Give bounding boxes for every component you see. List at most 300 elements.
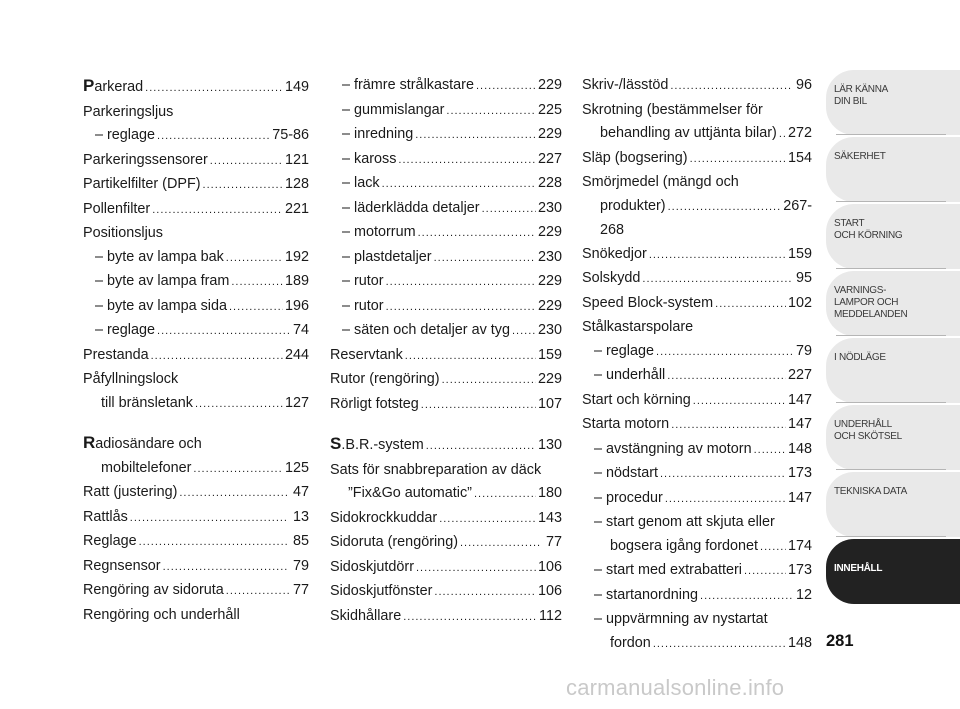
- index-entry: [330, 368, 562, 393]
- entry-text: [342, 148, 396, 172]
- entry-text: [582, 74, 668, 98]
- entry-title-line: [582, 511, 812, 535]
- page-reference[interactable]: 130: [537, 437, 562, 453]
- entry-label: mobiltelefoner: [101, 459, 192, 476]
- page-reference[interactable]: 272: [787, 125, 812, 141]
- page-reference[interactable]: 12: [795, 586, 812, 603]
- entry-continuation-line: [83, 457, 309, 482]
- entry-text: [600, 219, 624, 243]
- page-reference[interactable]: 229: [537, 273, 562, 289]
- index-entry: [83, 149, 309, 174]
- page-reference[interactable]: 225: [537, 101, 562, 118]
- chapter-tab[interactable]: [826, 70, 960, 135]
- index-entry: [330, 74, 562, 99]
- chapter-tab[interactable]: [826, 338, 960, 403]
- entry-title-line: [582, 364, 812, 389]
- entry-text: [594, 511, 775, 535]
- entry-label: Parkeringsljus: [83, 103, 174, 120]
- index-entry: [83, 222, 309, 246]
- entry-title-line: [582, 608, 812, 632]
- entry-label: – reglage: [95, 127, 156, 143]
- leader-dots: [229, 296, 283, 320]
- index-entry: [330, 393, 562, 418]
- page-reference[interactable]: 112: [539, 607, 562, 624]
- index-entry: [330, 319, 562, 344]
- entry-label: Prestanda: [83, 346, 149, 363]
- page-reference[interactable]: 147: [787, 489, 812, 506]
- entry-text: [101, 457, 191, 481]
- entry-text: [594, 340, 654, 364]
- index-entry: [330, 270, 562, 295]
- index-entry: [83, 173, 309, 198]
- index-entry: [330, 531, 562, 556]
- entry-text: [594, 462, 658, 486]
- index-entry: [83, 506, 309, 531]
- entry-title-line: [330, 556, 562, 581]
- index-entry: [330, 221, 562, 246]
- entry-text: [582, 413, 669, 437]
- entry-label: produkter): [600, 197, 666, 214]
- entry-text: [582, 389, 691, 413]
- entry-label: – start med extrabatteri: [594, 562, 742, 578]
- leader-dots: [418, 222, 536, 246]
- page-reference[interactable]: 79: [795, 342, 812, 359]
- watermark: carmanualsonline.info: [566, 675, 785, 700]
- page-reference[interactable]: 13: [292, 508, 309, 525]
- page-reference[interactable]: 148: [787, 440, 812, 457]
- entry-title-line: [83, 101, 309, 125]
- leader-dots: [421, 394, 536, 418]
- page-reference[interactable]: 229: [537, 224, 562, 240]
- entry-text: [582, 147, 688, 171]
- entry-title-line: [582, 147, 812, 172]
- index-entry: [83, 579, 309, 604]
- chapter-tab[interactable]: [826, 204, 960, 269]
- entry-text: [600, 195, 666, 219]
- entry-text: [83, 555, 161, 579]
- entry-text: [83, 368, 178, 392]
- index-entry: [330, 148, 562, 173]
- index-entry: [582, 99, 812, 147]
- page-reference[interactable]: 147: [787, 416, 812, 432]
- entry-title-line: [582, 389, 812, 414]
- entry-label: Reservtank: [330, 346, 403, 363]
- leader-dots: [210, 150, 283, 174]
- entry-label: Sats för snabbreparation av däck: [330, 461, 542, 478]
- entry-continuation-line: [582, 122, 812, 147]
- entry-continuation-line: [582, 632, 812, 657]
- page-reference[interactable]: 267-: [783, 197, 812, 214]
- page-reference[interactable]: 74: [292, 322, 309, 338]
- entry-title-line: [582, 340, 812, 365]
- entry-label: Snökedjor: [582, 245, 647, 262]
- leader-dots: [157, 125, 270, 149]
- entry-label: – uppvärmning av nystartat: [594, 611, 768, 627]
- page-reference[interactable]: 121: [284, 151, 309, 168]
- entry-label: – rutor: [342, 297, 384, 314]
- entry-label: Skidhållare: [330, 607, 402, 624]
- entry-title-line: [330, 270, 562, 295]
- page-reference[interactable]: 125: [284, 459, 309, 476]
- chapter-tab[interactable]: [826, 472, 960, 537]
- page-reference[interactable]: 230: [537, 199, 562, 216]
- entry-text: [101, 392, 193, 416]
- entry-label: Solskydd: [582, 270, 641, 286]
- page-reference[interactable]: 230: [537, 322, 562, 338]
- index-column-2: [330, 74, 562, 629]
- entry-label: Positionsljus: [83, 225, 163, 241]
- index-entry: [582, 487, 812, 512]
- entry-title-line: [330, 393, 562, 418]
- chapter-tab-label: MEDDELANDEN: [834, 309, 908, 320]
- entry-title-line: [582, 584, 812, 609]
- leader-dots: [152, 199, 283, 223]
- leader-dots: [670, 75, 792, 99]
- entry-title-line: [330, 432, 562, 459]
- entry-label: Stålkastarspolare: [582, 319, 694, 335]
- index-entry: [582, 438, 812, 463]
- index-entry: [330, 295, 562, 320]
- page-reference[interactable]: 85: [292, 533, 309, 549]
- entry-label: Rutor (rengöring): [330, 371, 440, 387]
- index-entry: [330, 172, 562, 197]
- entry-text: [342, 270, 384, 294]
- entry-text: [95, 295, 227, 319]
- page-reference[interactable]: 143: [537, 509, 562, 526]
- entry-title-line: [83, 319, 309, 344]
- page-reference[interactable]: 227: [787, 367, 812, 383]
- leader-dots: [690, 148, 786, 172]
- leader-dots: [512, 320, 536, 344]
- entry-label: – reglage: [95, 322, 156, 338]
- entry-text: [83, 101, 173, 125]
- index-entry: [330, 459, 562, 507]
- entry-label: Påfyllningslock: [83, 371, 179, 387]
- entry-label: – lack: [342, 175, 380, 191]
- entry-title-line: [83, 149, 309, 174]
- entry-title-line: [330, 246, 562, 271]
- entry-text: [83, 506, 128, 530]
- page-reference[interactable]: 47: [292, 484, 309, 500]
- entry-label: – kaross: [342, 150, 397, 167]
- page-reference[interactable]: 229: [537, 371, 562, 387]
- entry-label: Sidoskjutfönster: [330, 583, 433, 599]
- entry-label: fordon: [610, 634, 651, 651]
- chapter-tab-label: VARNINGS-: [834, 285, 887, 296]
- index-entry: [83, 604, 309, 628]
- entry-title-line: [582, 267, 812, 292]
- leader-dots: [398, 149, 536, 173]
- page-reference[interactable]: 173: [787, 562, 812, 578]
- leader-dots: [405, 345, 536, 369]
- page-reference[interactable]: 230: [537, 248, 562, 265]
- page-reference[interactable]: 159: [537, 346, 562, 363]
- chapter-tab-label: INNEHÅLL: [834, 563, 883, 574]
- page-reference[interactable]: 77: [545, 534, 562, 550]
- page-reference[interactable]: 128: [284, 176, 309, 192]
- index-column-3: [582, 74, 812, 656]
- page-reference[interactable]: 79: [292, 557, 309, 574]
- page-reference[interactable]: 106: [537, 583, 562, 599]
- entry-text: [95, 270, 229, 294]
- entry-title-line: [330, 531, 562, 556]
- entry-label: Släp (bogsering): [582, 149, 688, 166]
- chapter-tab-label: I NÖDLÄGE: [834, 352, 886, 363]
- entry-title-line: [83, 74, 309, 101]
- leader-dots: [715, 293, 786, 317]
- leader-dots: [649, 244, 786, 268]
- page-reference[interactable]: 96: [795, 77, 812, 93]
- leader-dots: [179, 482, 289, 506]
- chapter-tabs: [826, 70, 960, 606]
- index-entry: [83, 368, 309, 416]
- index-entry: [582, 316, 812, 340]
- chapter-tab[interactable]: [826, 539, 960, 604]
- page-reference[interactable]: 192: [284, 248, 309, 265]
- entry-text: [342, 99, 444, 123]
- page-reference[interactable]: 148: [787, 634, 812, 651]
- leader-dots: [439, 508, 536, 532]
- page-reference[interactable]: 75-86: [272, 127, 309, 143]
- entry-label: Smörjmedel (mängd och: [582, 174, 739, 190]
- page-reference[interactable]: 159: [787, 245, 812, 262]
- chapter-tab-label: SÄKERHET: [834, 151, 886, 162]
- page-reference[interactable]: 173: [787, 465, 812, 481]
- index-entry: [83, 101, 309, 125]
- entry-label: – plastdetaljer: [342, 248, 432, 265]
- leader-dots: [653, 633, 786, 657]
- entry-title-line: [83, 368, 309, 392]
- entry-label: – byte av lampa fram: [95, 273, 230, 289]
- entry-title-line: [330, 459, 562, 483]
- entry-title-line: [330, 172, 562, 197]
- page-reference[interactable]: 196: [284, 297, 309, 314]
- index-entry: [330, 432, 562, 459]
- entry-text: [342, 197, 480, 221]
- index-entry: [330, 344, 562, 369]
- page-reference[interactable]: 229: [537, 77, 562, 93]
- entry-title-line: [330, 605, 562, 630]
- entry-title-line: [83, 506, 309, 531]
- entry-label: Regnsensor: [83, 557, 161, 574]
- entry-text: [342, 221, 416, 245]
- entry-label: Ratt (justering): [83, 484, 178, 500]
- entry-label: Start och körning: [582, 391, 691, 408]
- entry-title-line: [582, 99, 812, 123]
- entry-label: – byte av lampa sida: [95, 297, 227, 314]
- leader-dots: [386, 271, 536, 295]
- leader-dots: [667, 365, 786, 389]
- entry-text: [83, 74, 143, 100]
- page-reference[interactable]: 106: [537, 558, 562, 575]
- entry-label: – nödstart: [594, 465, 658, 481]
- entry-text: [594, 438, 752, 462]
- chapter-tab[interactable]: [826, 405, 960, 470]
- entry-text: [83, 579, 224, 603]
- entry-text: [330, 605, 401, 629]
- entry-text: [582, 243, 647, 267]
- entry-title-line: [330, 74, 562, 99]
- index-entry: [330, 507, 562, 532]
- entry-label: – säten och detaljer av tyg: [342, 322, 510, 338]
- leader-dots: [693, 390, 786, 414]
- entry-text: [342, 123, 413, 147]
- leader-dots: [460, 532, 542, 556]
- entry-title-line: [330, 123, 562, 148]
- page-reference[interactable]: 229: [537, 297, 562, 314]
- page-reference[interactable]: 227: [537, 150, 562, 167]
- index-entry: [582, 340, 812, 365]
- chapter-tab[interactable]: [826, 271, 960, 336]
- leader-dots: [163, 556, 289, 580]
- index-entry: [83, 295, 309, 320]
- entry-label: behandling av uttjänta bilar): [600, 125, 777, 141]
- index-entry: [83, 319, 309, 344]
- index-entry: [330, 556, 562, 581]
- entry-label: Rattlås: [83, 508, 128, 525]
- leader-dots: [476, 75, 536, 99]
- chapter-tab-label: OCH SKÖTSEL: [834, 431, 902, 442]
- page-reference[interactable]: 77: [292, 582, 309, 598]
- leader-dots: [382, 173, 536, 197]
- index-entry: [582, 364, 812, 389]
- leader-dots: [434, 247, 536, 271]
- entry-label: Partikelfilter (DPF): [83, 176, 201, 192]
- index-entry: [582, 171, 812, 243]
- entry-title-line: [582, 171, 812, 195]
- leader-dots: [145, 77, 283, 101]
- entry-title-line: [330, 148, 562, 173]
- chapter-tab[interactable]: [826, 137, 960, 202]
- entry-text: [582, 99, 763, 123]
- page-reference[interactable]: 147: [787, 391, 812, 408]
- index-entry: [582, 559, 812, 584]
- entry-label: – reglage: [594, 342, 655, 359]
- entry-text: [594, 364, 665, 388]
- leader-dots: [151, 345, 283, 369]
- entry-label: Sidoskjutdörr: [330, 558, 414, 575]
- entry-title-line: [330, 507, 562, 532]
- entry-text: [83, 431, 202, 457]
- entry-title-line: [582, 462, 812, 487]
- entry-text: [83, 198, 150, 222]
- entry-title-line: [582, 243, 812, 268]
- entry-label: – start genom att skjuta eller: [594, 514, 775, 530]
- index-entry: [582, 608, 812, 656]
- entry-label: Pollenfilter: [83, 200, 151, 217]
- entry-title-line: [582, 559, 812, 584]
- entry-text: [610, 535, 758, 559]
- entry-continuation-line: [582, 219, 812, 243]
- entry-text: [83, 344, 149, 368]
- index-entry: [330, 605, 562, 630]
- page-reference[interactable]: 102: [787, 294, 812, 311]
- entry-text: [330, 432, 424, 458]
- index-entry: [83, 270, 309, 295]
- entry-text: [83, 604, 240, 628]
- entry-label: – avstängning av motorn: [594, 440, 752, 457]
- index-entry: [582, 511, 812, 559]
- leader-dots: [668, 196, 782, 220]
- index-entry: [83, 74, 309, 101]
- entry-text: [600, 122, 777, 146]
- entry-text: [95, 124, 155, 148]
- leader-dots: [195, 393, 283, 417]
- entry-title-line: [83, 246, 309, 271]
- page-reference[interactable]: 107: [537, 395, 562, 412]
- entry-label: – underhåll: [594, 367, 666, 383]
- entry-continuation-line: [330, 482, 562, 507]
- entry-text: [83, 481, 177, 505]
- entry-label: Rengöring av sidoruta: [83, 582, 224, 598]
- entry-title-line: [582, 487, 812, 512]
- page-reference[interactable]: 149: [284, 79, 309, 95]
- entry-label: Parkeringssensorer: [83, 151, 208, 168]
- leader-dots: [779, 123, 786, 147]
- entry-title-line: [83, 173, 309, 198]
- leader-dots: [665, 488, 786, 512]
- page-reference[interactable]: 228: [537, 175, 562, 191]
- leader-dots: [403, 606, 537, 630]
- index-column-1: [83, 74, 309, 627]
- index-entry: [582, 147, 812, 172]
- entry-label: – inredning: [342, 126, 414, 142]
- page-reference[interactable]: 127: [284, 394, 309, 411]
- index-entry: [582, 389, 812, 414]
- leader-dots: [446, 100, 536, 124]
- leader-dots: [482, 198, 536, 222]
- page-reference[interactable]: 221: [284, 200, 309, 217]
- entry-text: [342, 172, 380, 196]
- index-entry: [83, 555, 309, 580]
- leader-dots: [415, 124, 536, 148]
- entry-title-line: [330, 221, 562, 246]
- entry-title-line: [330, 99, 562, 124]
- index-entry: [582, 243, 812, 268]
- entry-title-line: [83, 222, 309, 246]
- entry-title-line: [83, 555, 309, 580]
- index-entry: [582, 413, 812, 438]
- page-reference[interactable]: 180: [537, 485, 562, 501]
- chapter-tab-label: UNDERHÅLL: [834, 419, 892, 430]
- page-reference[interactable]: 244: [284, 346, 309, 363]
- leader-dots: [656, 341, 792, 365]
- page-reference[interactable]: 95: [795, 270, 812, 286]
- entry-text: [610, 632, 651, 656]
- entry-title-line: [330, 580, 562, 605]
- leader-dots: [226, 580, 289, 604]
- entry-title-line: [582, 438, 812, 463]
- entry-label: – läderklädda detaljer: [342, 199, 480, 216]
- chapter-tab-label: START: [834, 218, 865, 229]
- page-reference[interactable]: 154: [787, 149, 812, 166]
- entry-text: [594, 487, 663, 511]
- page-reference[interactable]: 229: [537, 126, 562, 142]
- leader-dots: [754, 439, 786, 463]
- leader-dots: [760, 536, 786, 560]
- page-reference[interactable]: 189: [284, 273, 309, 289]
- section-initial: P: [83, 76, 95, 95]
- entry-text: [582, 316, 693, 340]
- leader-dots: [231, 271, 283, 295]
- entry-text: [330, 368, 440, 392]
- entry-text: [594, 608, 768, 632]
- entry-label: arkerad: [94, 79, 144, 95]
- index-entry: [83, 431, 309, 481]
- entry-title-line: [83, 270, 309, 295]
- page-reference[interactable]: 174: [787, 537, 812, 554]
- leader-dots: [130, 507, 289, 531]
